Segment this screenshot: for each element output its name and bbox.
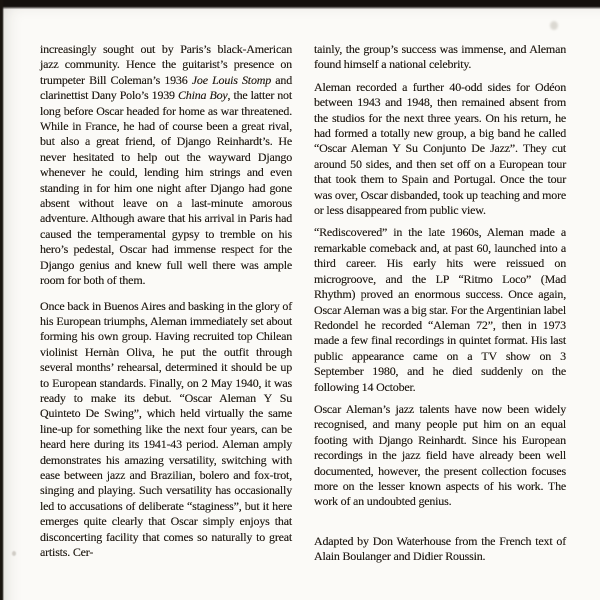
title-italic-text: China Boy bbox=[178, 88, 228, 103]
body-text: increasingly sought out by Paris’s black-American jazz community. Hence the guitarist’s presence on trumpeter Bill Coleman’s 1936 bbox=[40, 42, 292, 87]
scan-speck bbox=[550, 21, 558, 30]
body-text: Aleman recorded a further 40-odd sides for Odéon between 1943 and 1948, then remained absent from the studios for the next three years. On his return, he had formed a totally new group, a big band he called “Oscar Aleman Y Su Conjunto De Jazz”. They cut around 50 sides, and then set off on a European tour that took them to Spain and Portugal. Once the tour was over, Oscar disbanded, took up teaching and more or less disappeared from public view. bbox=[314, 79, 566, 218]
scan-border-top bbox=[0, 0, 600, 9]
text-column-right bbox=[314, 42, 566, 565]
paragraph-legacy bbox=[314, 402, 566, 510]
paragraph-odeon-big-band bbox=[314, 80, 566, 219]
paragraph-national-celebrity bbox=[314, 42, 566, 73]
body-text: tainly, the group’s success was immense, and Aleman found himself a national celebrity. bbox=[314, 42, 566, 72]
title-italic-text: Joe Louis Stomp bbox=[191, 72, 272, 87]
body-text: “Rediscovered” in the late 1960s, Aleman made a remarkable comeback and, at past 60, launched into a third career. His early hits were reissued on microgroove, and the LP “Ritmo Loco” (Mad Rhythm) proved an enormous success. Once again, Oscar Aleman was a big star. For the Argentinian label Redondel he recorded “Aleman 72”, then in 1973 made a few final recordings in quintet format. His last public appearance came on a TV show on 3 September 1980, and he died suddenly on the following 14 October. bbox=[314, 225, 566, 394]
body-text: Once back in Buenos Aires and basking in the glory of his European triumphs, Aleman immediately set about forming his own group. Having recruited top Chilean violinist Hernàn Oliva, he put the outfit through several months’ rehearsal, determined it should be up to European standards. Finally, on 2 May 1940, it was ready to make its debut. “Oscar Aleman Y Su Quinteto De Swing”, which held virtually the same line-up for something like the next four years, can be heard here during its 1941-43 period. Aleman amply demonstrates his amazing versatility, switching with ease between jazz and Brazilian, bolero and fox-trot, singing and playing. Such versatility has occasionally led to accusations of deliberate “staginess”, but it here emerges quite clearly that Oscar simply enjoys that disconcerting facility that comes so naturally to great artists. Cer- bbox=[40, 298, 293, 559]
paragraph-quinteto-de-swing bbox=[40, 299, 292, 561]
paragraph-credits bbox=[314, 534, 566, 565]
scan-speck bbox=[12, 551, 16, 556]
body-text: and clarinettist Dany Polo’s 1939 bbox=[40, 72, 292, 103]
body-text: , the latter not long before Oscar headed for home as war threatened. While in France, he had of course been a great rival, but also a great friend, of Django Reinhardt’s. He never hesitated to help out the wayward Django whenever he could, lending him strings and even standing in for him one night after Django had gone absent without leave on a last-minute amorous adventure. Although aware that his arrival in Paris had caused the temperamental gypsy to tremble on his hero’s pedestal, Oscar had immense respect for the Django genius and knew full well there was ample room for both of them. bbox=[40, 88, 292, 288]
paragraph-rediscovered bbox=[314, 225, 566, 394]
body-text: Adapted by Don Waterhouse from the French text of Alain Boulanger and Didier Roussin. bbox=[314, 533, 566, 564]
liner-notes-text bbox=[40, 42, 566, 565]
paragraph-european-years bbox=[40, 42, 292, 289]
text-column-left bbox=[40, 42, 292, 565]
scan-border-left bbox=[0, 0, 4, 600]
body-text: Oscar Aleman’s jazz talents have now been widely recognised, and many people put him on an equal footing with Django Reinhardt. Since his European recordings in the jazz field have already been well documented, however, the present collection focuses more on the lesser known aspects of his work. The work of an undoubted genius. bbox=[314, 401, 566, 509]
